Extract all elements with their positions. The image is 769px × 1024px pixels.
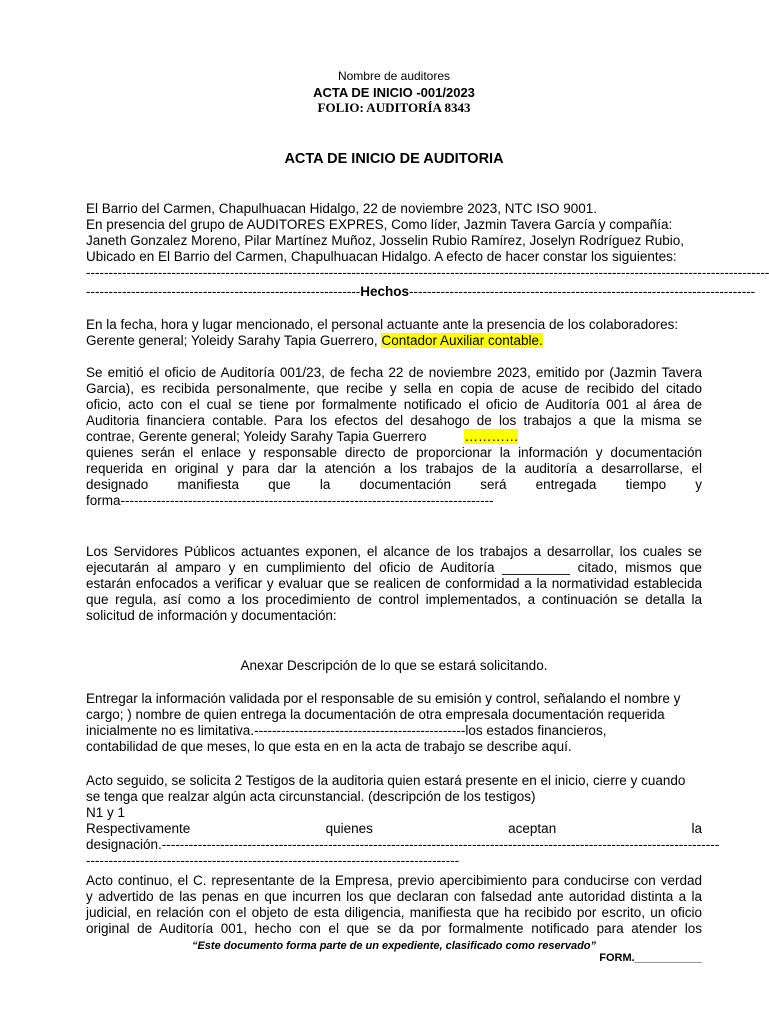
- text-line: original de Auditoría 001, hecho con el que se da por formalmente notificado para atender los: [86, 921, 702, 936]
- paragraph-testigos: [86, 773, 720, 869]
- intro-paragraph: [86, 201, 769, 281]
- paragraph-oficio: [86, 365, 702, 509]
- text-segment: Gerente general; Yoleidy Sarahy Tapia Guerrero,: [86, 333, 382, 348]
- text-line: designación.----------------------------------------------------------------------------------------------------------------------------: [86, 837, 720, 852]
- dashes-right: -----------------------------------------------------------------------------: [409, 284, 756, 299]
- intro-line: Janeth Gonzalez Moreno, Pilar Martínez Muñoz, Josselin Rubio Ramírez, Joselyn Rodríguez Rubio,: [86, 233, 685, 248]
- anexar-line: Anexar Descripción de lo que se estará solicitando.: [240, 658, 548, 673]
- text-line: se tenga que realzar algún acta circunstancial. (descripción de los testigos): [86, 789, 536, 804]
- highlighted-text: Contador Auxiliar contable.: [381, 333, 543, 348]
- text-line: En la fecha, hora y lugar mencionado, el personal actuante ante la presencia de los colaboradores:: [86, 317, 679, 332]
- text-line: Los Servidores Públicos actuantes exponen, el alcance de los trabajos a desarrollar, los cuales se: [86, 544, 702, 559]
- text-line: Auditoria financiera contable. Para los efectos del desahogo de los trabajos a que la misma se: [86, 413, 702, 428]
- acta-number: ACTA DE INICIO -001/2023: [313, 85, 475, 100]
- intro-line: El Barrio del Carmen, Chapulhuacan Hidalgo, 22 de noviembre 2023, NTC ISO 9001.: [86, 201, 598, 216]
- text-line: oficio, acto con el cual se tiene por formalmente notificado el oficio de Auditoría 001 al área de: [86, 397, 702, 412]
- paragraph-alcance: [86, 544, 702, 624]
- text-line: que regula, así como a los procedimiento de control implementados, a continuación se detalla la: [86, 592, 702, 607]
- form-field: FORM.___________: [599, 952, 702, 964]
- text-line: [86, 333, 702, 349]
- text-line: -----------------------------------------------------------------------------------: [86, 853, 460, 868]
- paragraph-acto-continuo: [86, 873, 702, 937]
- intro-line: En presencia del grupo de AUDITORES EXPRES, Como líder, Jazmin Tavera García y compañía:: [86, 217, 673, 232]
- document-title: ACTA DE INICIO DE AUDITORIA: [284, 151, 504, 167]
- hechos-label: Hechos: [360, 284, 410, 299]
- text-line: judicial, en relación con el objeto de esta diligencia, manifiesta que ha recibido por escrito, un oficio: [86, 905, 702, 920]
- text-line: Respectivamente quienes aceptan la: [86, 821, 702, 836]
- text-line: Se emitió el oficio de Auditoría 001/23, de fecha 22 de noviembre 2023, emitido por (Jazmin Tavera: [86, 365, 702, 380]
- text-line: solicitud de información y documentación:: [86, 608, 337, 623]
- text-line: ejecutarán al amparo y en cumplimiento del oficio de Auditoría _________ citado, mismos que: [86, 560, 702, 575]
- text-line: estarán enfocados a verificar y evaluar que se realicen de conformidad a la normatividad establecida: [86, 576, 702, 591]
- text-segment: contrae, Gerente general; Yoleidy Sarahy Tapia Guerrero: [86, 429, 427, 444]
- text-line: y advertido de las penas en que incurren los que declaran con falsedad ante autoridad distinta a la: [86, 889, 702, 904]
- text-line: requerida en original y para dar la atención a los trabajos de la auditoría a desarrollarse, el: [86, 461, 702, 476]
- text-line: Acto seguido, se solicita 2 Testigos de la auditoria quien estará presente en el inicio, cierre y cuando: [86, 773, 686, 788]
- text-line: N1 y 1: [86, 805, 126, 820]
- auditors-label: Nombre de auditores: [337, 69, 451, 83]
- folio: FOLIO: AUDITORÍA 8343: [317, 100, 471, 115]
- paragraph-entregar: [86, 691, 702, 755]
- paragraph-colaboradores: [86, 317, 702, 349]
- text-line: Entregar la información validada por el responsable de su emisión y control, señalando el nombre y: [86, 691, 681, 706]
- hechos-heading: [86, 284, 756, 300]
- text-line: designado manifiesta que la documentación será entregada tiempo y: [86, 477, 702, 492]
- text-line: forma-----------------------------------------------------------------------------------: [86, 493, 494, 508]
- text-line: inicialmente no es limitativa.-----------------------------------------------los estados financieros,: [86, 723, 607, 738]
- reserved-notice: “Este documento forma parte de un expediente, clasificado como reservado”: [191, 940, 597, 952]
- intro-line: Ubicado en El Barrio del Carmen, Chapulhuacan Hidalgo. A efecto de hacer constar los siguientes:: [86, 249, 677, 264]
- text-line: Garcia), es recibida personalmente, que recibe y sella en copia de acuse de recibido del citado: [86, 381, 702, 396]
- text-line: [86, 429, 702, 445]
- text-line: contabilidad de que meses, lo que esta en en la acta de trabajo se describe aquí.: [86, 739, 572, 754]
- dashed-separator: --------------------------------------------------------------------------------------------------------------------------------------------------------: [86, 265, 769, 280]
- text-line: cargo; ) nombre de quien entrega la documentación de otra empresala documentación requerida: [86, 707, 665, 722]
- text-line: quienes serán el enlace y responsable directo de proporcionar la información y documentación: [86, 445, 702, 460]
- dashes-left: -------------------------------------------------------------: [86, 284, 361, 299]
- text-line: Acto continuo, el C. representante de la Empresa, previo apercibimiento para conducirse con verdad: [86, 873, 702, 888]
- highlighted-placeholder: …………: [464, 429, 519, 444]
